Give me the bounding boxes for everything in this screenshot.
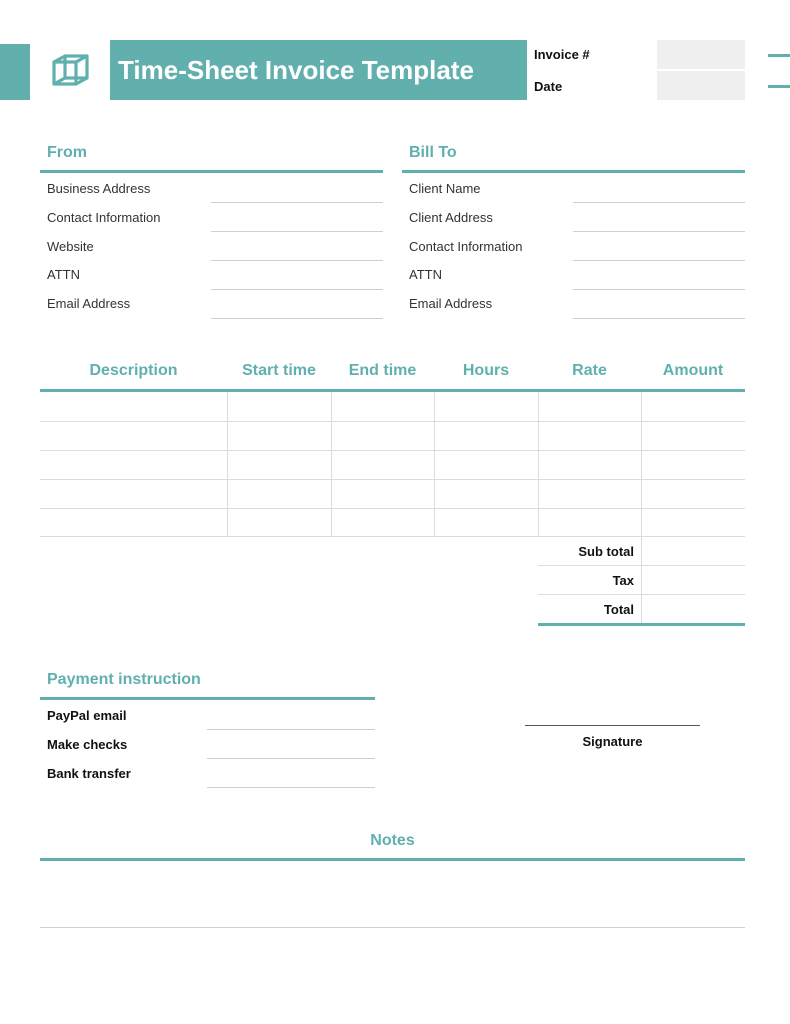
subtotal-label: Sub total: [578, 544, 634, 559]
from-business-address-label: Business Address: [47, 181, 151, 196]
bill-to-client-name-label: Client Name: [409, 181, 481, 196]
total-label: Total: [603, 602, 634, 617]
from-contact-information-field[interactable]: [211, 231, 383, 232]
bill-to-client-address-field[interactable]: [573, 231, 745, 232]
bill-to-attn-label: ATTN: [409, 267, 442, 282]
bank-transfer-label: Bank transfer: [47, 766, 131, 781]
table-row[interactable]: [40, 421, 745, 422]
subtotal-field[interactable]: [538, 565, 745, 566]
column-header-rate: Rate: [572, 362, 607, 379]
line-items-table[interactable]: [40, 392, 745, 537]
payment-divider: [40, 697, 375, 700]
cube-logo-icon: [50, 52, 92, 92]
table-column-divider: [641, 392, 642, 537]
paypal-email-label: PayPal email: [47, 708, 127, 723]
from-website-field[interactable]: [211, 260, 383, 261]
bill-to-client-name-field[interactable]: [573, 202, 745, 203]
column-header-description: Description: [89, 362, 178, 379]
from-divider: [40, 170, 383, 173]
totals-column-divider: [641, 537, 642, 625]
date-label: Date: [534, 79, 563, 94]
table-column-divider: [538, 392, 539, 537]
from-attn-label: ATTN: [47, 267, 80, 282]
from-email-address-field[interactable]: [211, 318, 383, 319]
bill-to-email-address-label: Email Address: [409, 296, 493, 311]
signature-line[interactable]: [525, 725, 700, 726]
notes-title: Notes: [370, 832, 415, 849]
payment-title: Payment instruction: [47, 671, 201, 688]
from-contact-information-label: Contact Information: [47, 210, 161, 225]
notes-field[interactable]: [40, 861, 745, 927]
bank-transfer-field[interactable]: [207, 787, 375, 788]
bill-to-contact-information-field[interactable]: [573, 260, 745, 261]
table-column-divider: [434, 392, 435, 537]
bill-to-email-address-field[interactable]: [573, 318, 745, 319]
from-business-address-field[interactable]: [211, 202, 383, 203]
table-column-divider: [227, 392, 228, 537]
date-field[interactable]: [657, 71, 745, 100]
header-dash-top: [768, 54, 790, 57]
from-attn-field[interactable]: [211, 289, 383, 290]
bill-to-title: Bill To: [409, 144, 457, 161]
page-title: Time-Sheet Invoice Template: [110, 40, 527, 100]
make-checks-field[interactable]: [207, 758, 375, 759]
table-row[interactable]: [40, 479, 745, 480]
table-row[interactable]: [40, 508, 745, 509]
table-column-divider: [331, 392, 332, 537]
column-header-start-time: Start time: [242, 362, 316, 379]
tax-field[interactable]: [538, 594, 745, 595]
tax-label: Tax: [612, 573, 634, 588]
bill-to-contact-information-label: Contact Information: [409, 239, 523, 254]
column-header-hours: Hours: [462, 362, 510, 379]
column-header-end-time: End time: [348, 362, 417, 379]
notes-bottom-line: [40, 927, 745, 928]
from-title: From: [47, 144, 87, 161]
bill-to-client-address-label: Client Address: [409, 210, 493, 225]
from-website-label: Website: [47, 239, 94, 254]
bill-to-attn-field[interactable]: [573, 289, 745, 290]
total-divider: [538, 623, 745, 626]
header-dash-bottom: [768, 85, 790, 88]
table-row[interactable]: [40, 450, 745, 451]
table-row[interactable]: [40, 536, 745, 537]
make-checks-label: Make checks: [47, 737, 128, 752]
from-email-address-label: Email Address: [47, 296, 131, 311]
header-accent-bar: [0, 44, 30, 100]
paypal-email-field[interactable]: [207, 729, 375, 730]
invoice-number-field[interactable]: [657, 40, 745, 69]
bill-to-divider: [402, 170, 745, 173]
signature-label: Signature: [582, 734, 643, 749]
invoice-number-label: Invoice #: [534, 47, 590, 62]
column-header-amount: Amount: [662, 362, 724, 379]
